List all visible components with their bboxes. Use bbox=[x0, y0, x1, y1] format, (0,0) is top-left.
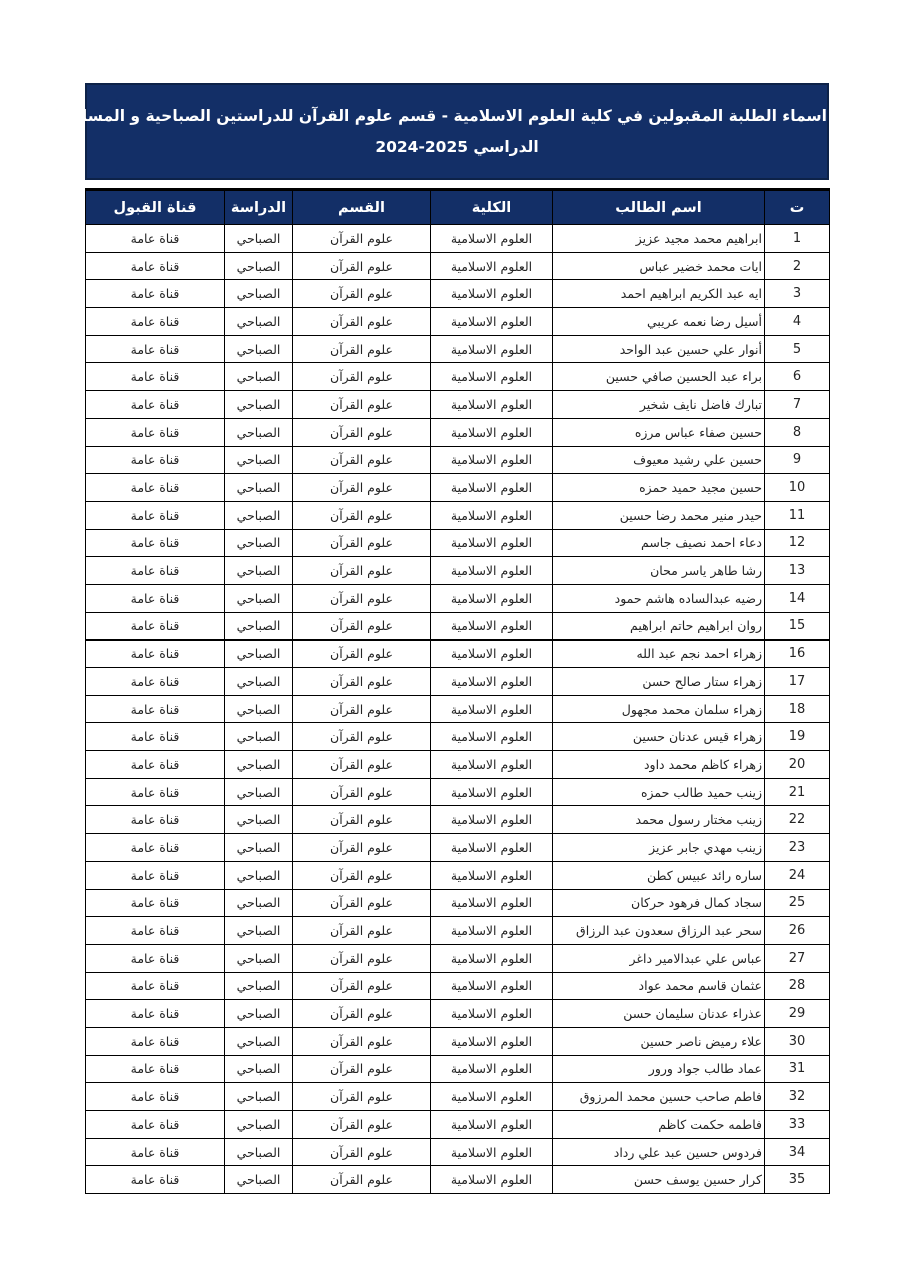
cell-name: سجاد كمال فرهود حركان bbox=[553, 889, 765, 917]
cell-college: العلوم الاسلامية bbox=[431, 557, 553, 585]
column-header-department: القسم bbox=[293, 190, 431, 225]
cell-study: الصباحي bbox=[225, 225, 293, 253]
cell-index: 35 bbox=[765, 1166, 830, 1194]
cell-study: الصباحي bbox=[225, 1027, 293, 1055]
cell-name: كرار حسين يوسف حسن bbox=[553, 1166, 765, 1194]
cell-study: الصباحي bbox=[225, 723, 293, 751]
cell-department: علوم القرآن bbox=[293, 1027, 431, 1055]
cell-index: 34 bbox=[765, 1138, 830, 1166]
table-row bbox=[86, 944, 830, 972]
cell-name: عثمان قاسم محمد عواد bbox=[553, 972, 765, 1000]
table-row bbox=[86, 1083, 830, 1111]
cell-department: علوم القرآن bbox=[293, 695, 431, 723]
students-table bbox=[85, 188, 830, 1194]
cell-study: الصباحي bbox=[225, 695, 293, 723]
cell-department: علوم القرآن bbox=[293, 1138, 431, 1166]
table-row bbox=[86, 584, 830, 612]
cell-channel: قناة عامة bbox=[86, 446, 225, 474]
cell-name: أنوار علي حسين عبد الواحد bbox=[553, 335, 765, 363]
cell-college: العلوم الاسلامية bbox=[431, 1000, 553, 1028]
cell-department: علوم القرآن bbox=[293, 335, 431, 363]
cell-name: ابراهيم محمد مجيد عزيز bbox=[553, 225, 765, 253]
cell-index: 14 bbox=[765, 584, 830, 612]
cell-college: العلوم الاسلامية bbox=[431, 751, 553, 779]
table-row bbox=[86, 778, 830, 806]
cell-name: زهراء كاظم محمد داود bbox=[553, 751, 765, 779]
cell-study: الصباحي bbox=[225, 1138, 293, 1166]
cell-department: علوم القرآن bbox=[293, 252, 431, 280]
cell-index: 33 bbox=[765, 1111, 830, 1139]
cell-study: الصباحي bbox=[225, 280, 293, 308]
cell-name: أسيل رضا نعمه عريبي bbox=[553, 308, 765, 336]
cell-name: ايه عبد الكريم ابراهيم احمد bbox=[553, 280, 765, 308]
cell-department: علوم القرآن bbox=[293, 280, 431, 308]
cell-index: 28 bbox=[765, 972, 830, 1000]
cell-channel: قناة عامة bbox=[86, 889, 225, 917]
table-row bbox=[86, 280, 830, 308]
cell-college: العلوم الاسلامية bbox=[431, 308, 553, 336]
cell-channel: قناة عامة bbox=[86, 917, 225, 945]
cell-study: الصباحي bbox=[225, 861, 293, 889]
table-row bbox=[86, 1111, 830, 1139]
table-row bbox=[86, 861, 830, 889]
cell-name: زهراء قيس عدنان حسين bbox=[553, 723, 765, 751]
cell-name: روان ابراهيم حاتم ابراهيم bbox=[553, 612, 765, 640]
cell-name: حسين مجيد حميد حمزه bbox=[553, 474, 765, 502]
document-title-line2: الدراسي 2025-2024 bbox=[375, 138, 539, 156]
cell-study: الصباحي bbox=[225, 834, 293, 862]
cell-study: الصباحي bbox=[225, 474, 293, 502]
cell-index: 4 bbox=[765, 308, 830, 336]
cell-study: الصباحي bbox=[225, 446, 293, 474]
cell-department: علوم القرآن bbox=[293, 446, 431, 474]
cell-department: علوم القرآن bbox=[293, 1055, 431, 1083]
cell-index: 22 bbox=[765, 806, 830, 834]
cell-channel: قناة عامة bbox=[86, 252, 225, 280]
cell-name: دعاء احمد نصيف جاسم bbox=[553, 529, 765, 557]
cell-name: فاطمه حكمت كاظم bbox=[553, 1111, 765, 1139]
cell-channel: قناة عامة bbox=[86, 1055, 225, 1083]
cell-index: 15 bbox=[765, 612, 830, 640]
table-row bbox=[86, 640, 830, 668]
cell-department: علوم القرآن bbox=[293, 308, 431, 336]
cell-college: العلوم الاسلامية bbox=[431, 391, 553, 419]
cell-college: العلوم الاسلامية bbox=[431, 917, 553, 945]
table-row bbox=[86, 308, 830, 336]
cell-study: الصباحي bbox=[225, 1000, 293, 1028]
cell-index: 8 bbox=[765, 418, 830, 446]
cell-name: عماد طالب جواد ورور bbox=[553, 1055, 765, 1083]
document-title-line1: اسماء الطلبة المقبولين في كلية العلوم الاسلامية - قسم علوم القرآن للدراستين الصباحية و المسائية للعام bbox=[16, 107, 827, 125]
cell-index: 18 bbox=[765, 695, 830, 723]
cell-college: العلوم الاسلامية bbox=[431, 363, 553, 391]
document-title-banner bbox=[16, 83, 829, 180]
cell-index: 17 bbox=[765, 668, 830, 696]
cell-channel: قناة عامة bbox=[86, 557, 225, 585]
table-row bbox=[86, 806, 830, 834]
cell-department: علوم القرآن bbox=[293, 778, 431, 806]
cell-channel: قناة عامة bbox=[86, 1083, 225, 1111]
cell-department: علوم القرآن bbox=[293, 723, 431, 751]
cell-college: العلوم الاسلامية bbox=[431, 944, 553, 972]
cell-index: 32 bbox=[765, 1083, 830, 1111]
table-row bbox=[86, 889, 830, 917]
column-header-college: الكلية bbox=[431, 190, 553, 225]
cell-channel: قناة عامة bbox=[86, 529, 225, 557]
cell-channel: قناة عامة bbox=[86, 1138, 225, 1166]
cell-name: ساره رائد عبيس كطن bbox=[553, 861, 765, 889]
cell-study: الصباحي bbox=[225, 1111, 293, 1139]
cell-college: العلوم الاسلامية bbox=[431, 889, 553, 917]
table-row bbox=[86, 1000, 830, 1028]
cell-college: العلوم الاسلامية bbox=[431, 252, 553, 280]
cell-channel: قناة عامة bbox=[86, 335, 225, 363]
cell-college: العلوم الاسلامية bbox=[431, 778, 553, 806]
cell-study: الصباحي bbox=[225, 612, 293, 640]
cell-department: علوم القرآن bbox=[293, 418, 431, 446]
cell-department: علوم القرآن bbox=[293, 1166, 431, 1194]
cell-department: علوم القرآن bbox=[293, 225, 431, 253]
cell-index: 3 bbox=[765, 280, 830, 308]
cell-college: العلوم الاسلامية bbox=[431, 501, 553, 529]
cell-study: الصباحي bbox=[225, 584, 293, 612]
table-row bbox=[86, 751, 830, 779]
cell-college: العلوم الاسلامية bbox=[431, 861, 553, 889]
cell-name: زهراء ستار صالح حسن bbox=[553, 668, 765, 696]
table-row bbox=[86, 529, 830, 557]
cell-college: العلوم الاسلامية bbox=[431, 612, 553, 640]
cell-channel: قناة عامة bbox=[86, 695, 225, 723]
cell-department: علوم القرآن bbox=[293, 529, 431, 557]
cell-name: علاء رميض ناصر حسين bbox=[553, 1027, 765, 1055]
cell-channel: قناة عامة bbox=[86, 612, 225, 640]
cell-channel: قناة عامة bbox=[86, 1000, 225, 1028]
cell-study: الصباحي bbox=[225, 917, 293, 945]
cell-college: العلوم الاسلامية bbox=[431, 834, 553, 862]
cell-name: تبارك فاضل نايف شخير bbox=[553, 391, 765, 419]
cell-department: علوم القرآن bbox=[293, 1111, 431, 1139]
cell-channel: قناة عامة bbox=[86, 418, 225, 446]
cell-department: علوم القرآن bbox=[293, 1083, 431, 1111]
cell-college: العلوم الاسلامية bbox=[431, 695, 553, 723]
cell-college: العلوم الاسلامية bbox=[431, 584, 553, 612]
cell-name: زهراء احمد نجم عبد الله bbox=[553, 640, 765, 668]
cell-name: عذراء عدنان سليمان حسن bbox=[553, 1000, 765, 1028]
cell-index: 31 bbox=[765, 1055, 830, 1083]
cell-name: عباس علي عبدالامير داغر bbox=[553, 944, 765, 972]
cell-channel: قناة عامة bbox=[86, 363, 225, 391]
table-row bbox=[86, 225, 830, 253]
cell-department: علوم القرآن bbox=[293, 584, 431, 612]
cell-channel: قناة عامة bbox=[86, 1027, 225, 1055]
cell-index: 2 bbox=[765, 252, 830, 280]
cell-college: العلوم الاسلامية bbox=[431, 806, 553, 834]
cell-name: ايات محمد خضير عباس bbox=[553, 252, 765, 280]
cell-college: العلوم الاسلامية bbox=[431, 474, 553, 502]
cell-index: 23 bbox=[765, 834, 830, 862]
cell-channel: قناة عامة bbox=[86, 474, 225, 502]
cell-name: زينب مختار رسول محمد bbox=[553, 806, 765, 834]
cell-department: علوم القرآن bbox=[293, 640, 431, 668]
cell-index: 11 bbox=[765, 501, 830, 529]
cell-index: 29 bbox=[765, 1000, 830, 1028]
cell-name: رضيه عبدالساده هاشم حمود bbox=[553, 584, 765, 612]
table-row bbox=[86, 834, 830, 862]
cell-department: علوم القرآن bbox=[293, 751, 431, 779]
cell-index: 30 bbox=[765, 1027, 830, 1055]
cell-college: العلوم الاسلامية bbox=[431, 723, 553, 751]
table-row bbox=[86, 1166, 830, 1194]
cell-channel: قناة عامة bbox=[86, 280, 225, 308]
cell-name: زهراء سلمان محمد مجهول bbox=[553, 695, 765, 723]
cell-index: 12 bbox=[765, 529, 830, 557]
cell-index: 25 bbox=[765, 889, 830, 917]
cell-index: 16 bbox=[765, 640, 830, 668]
table-row bbox=[86, 363, 830, 391]
cell-channel: قناة عامة bbox=[86, 944, 225, 972]
cell-college: العلوم الاسلامية bbox=[431, 225, 553, 253]
cell-college: العلوم الاسلامية bbox=[431, 1055, 553, 1083]
cell-department: علوم القرآن bbox=[293, 612, 431, 640]
cell-channel: قناة عامة bbox=[86, 861, 225, 889]
cell-channel: قناة عامة bbox=[86, 972, 225, 1000]
table-row bbox=[86, 501, 830, 529]
table-row bbox=[86, 1055, 830, 1083]
cell-name: فاطم صاحب حسين محمد المرزوق bbox=[553, 1083, 765, 1111]
cell-channel: قناة عامة bbox=[86, 584, 225, 612]
cell-index: 27 bbox=[765, 944, 830, 972]
header-row bbox=[86, 190, 830, 225]
cell-study: الصباحي bbox=[225, 668, 293, 696]
cell-index: 7 bbox=[765, 391, 830, 419]
cell-channel: قناة عامة bbox=[86, 640, 225, 668]
cell-name: حسين علي رشيد معيوف bbox=[553, 446, 765, 474]
students-table-container bbox=[85, 188, 829, 1194]
cell-college: العلوم الاسلامية bbox=[431, 1027, 553, 1055]
cell-college: العلوم الاسلامية bbox=[431, 1111, 553, 1139]
cell-study: الصباحي bbox=[225, 972, 293, 1000]
cell-study: الصباحي bbox=[225, 308, 293, 336]
cell-department: علوم القرآن bbox=[293, 363, 431, 391]
cell-college: العلوم الاسلامية bbox=[431, 335, 553, 363]
table-row bbox=[86, 612, 830, 640]
cell-index: 5 bbox=[765, 335, 830, 363]
table-row bbox=[86, 972, 830, 1000]
cell-study: الصباحي bbox=[225, 806, 293, 834]
cell-study: الصباحي bbox=[225, 778, 293, 806]
cell-study: الصباحي bbox=[225, 529, 293, 557]
cell-index: 10 bbox=[765, 474, 830, 502]
cell-channel: قناة عامة bbox=[86, 751, 225, 779]
cell-index: 21 bbox=[765, 778, 830, 806]
cell-department: علوم القرآن bbox=[293, 1000, 431, 1028]
cell-index: 24 bbox=[765, 861, 830, 889]
cell-name: رشا طاهر ياسر محان bbox=[553, 557, 765, 585]
cell-channel: قناة عامة bbox=[86, 501, 225, 529]
table-row bbox=[86, 391, 830, 419]
cell-college: العلوم الاسلامية bbox=[431, 972, 553, 1000]
table-row bbox=[86, 917, 830, 945]
students-table-body bbox=[86, 225, 830, 1194]
cell-channel: قناة عامة bbox=[86, 308, 225, 336]
table-row bbox=[86, 474, 830, 502]
cell-department: علوم القرآن bbox=[293, 391, 431, 419]
cell-department: علوم القرآن bbox=[293, 501, 431, 529]
cell-name: حيدر منير محمد رضا حسين bbox=[553, 501, 765, 529]
cell-index: 26 bbox=[765, 917, 830, 945]
cell-college: العلوم الاسلامية bbox=[431, 1083, 553, 1111]
cell-study: الصباحي bbox=[225, 944, 293, 972]
cell-channel: قناة عامة bbox=[86, 668, 225, 696]
cell-department: علوم القرآن bbox=[293, 474, 431, 502]
cell-department: علوم القرآن bbox=[293, 668, 431, 696]
table-row bbox=[86, 668, 830, 696]
cell-department: علوم القرآن bbox=[293, 972, 431, 1000]
cell-college: العلوم الاسلامية bbox=[431, 418, 553, 446]
cell-index: 1 bbox=[765, 225, 830, 253]
cell-index: 20 bbox=[765, 751, 830, 779]
cell-channel: قناة عامة bbox=[86, 834, 225, 862]
cell-department: علوم القرآن bbox=[293, 834, 431, 862]
cell-study: الصباحي bbox=[225, 418, 293, 446]
cell-study: الصباحي bbox=[225, 252, 293, 280]
cell-channel: قناة عامة bbox=[86, 806, 225, 834]
table-row bbox=[86, 557, 830, 585]
table-row bbox=[86, 695, 830, 723]
cell-study: الصباحي bbox=[225, 1166, 293, 1194]
cell-study: الصباحي bbox=[225, 1083, 293, 1111]
cell-study: الصباحي bbox=[225, 391, 293, 419]
cell-channel: قناة عامة bbox=[86, 723, 225, 751]
cell-college: العلوم الاسلامية bbox=[431, 280, 553, 308]
cell-study: الصباحي bbox=[225, 501, 293, 529]
cell-department: علوم القرآن bbox=[293, 861, 431, 889]
cell-channel: قناة عامة bbox=[86, 225, 225, 253]
cell-index: 19 bbox=[765, 723, 830, 751]
table-row bbox=[86, 335, 830, 363]
table-row bbox=[86, 723, 830, 751]
cell-study: الصباحي bbox=[225, 363, 293, 391]
cell-index: 6 bbox=[765, 363, 830, 391]
cell-study: الصباحي bbox=[225, 640, 293, 668]
column-header-study: الدراسة bbox=[225, 190, 293, 225]
column-header-name: اسم الطالب bbox=[553, 190, 765, 225]
cell-department: علوم القرآن bbox=[293, 557, 431, 585]
table-row bbox=[86, 252, 830, 280]
cell-department: علوم القرآن bbox=[293, 889, 431, 917]
cell-study: الصباحي bbox=[225, 557, 293, 585]
cell-study: الصباحي bbox=[225, 335, 293, 363]
table-row bbox=[86, 446, 830, 474]
cell-index: 9 bbox=[765, 446, 830, 474]
cell-channel: قناة عامة bbox=[86, 1111, 225, 1139]
cell-study: الصباحي bbox=[225, 889, 293, 917]
cell-department: علوم القرآن bbox=[293, 944, 431, 972]
cell-channel: قناة عامة bbox=[86, 778, 225, 806]
students-table-header bbox=[86, 190, 830, 225]
cell-study: الصباحي bbox=[225, 1055, 293, 1083]
cell-name: فردوس حسين عبد علي رداد bbox=[553, 1138, 765, 1166]
cell-college: العلوم الاسلامية bbox=[431, 1166, 553, 1194]
cell-college: العلوم الاسلامية bbox=[431, 1138, 553, 1166]
cell-college: العلوم الاسلامية bbox=[431, 529, 553, 557]
cell-college: العلوم الاسلامية bbox=[431, 640, 553, 668]
column-header-index: ت bbox=[765, 190, 830, 225]
cell-name: زينب حميد طالب حمزه bbox=[553, 778, 765, 806]
table-row bbox=[86, 1138, 830, 1166]
table-row bbox=[86, 1027, 830, 1055]
cell-study: الصباحي bbox=[225, 751, 293, 779]
cell-department: علوم القرآن bbox=[293, 917, 431, 945]
cell-name: حسين صفاء عباس مرزه bbox=[553, 418, 765, 446]
cell-index: 13 bbox=[765, 557, 830, 585]
cell-channel: قناة عامة bbox=[86, 1166, 225, 1194]
cell-channel: قناة عامة bbox=[86, 391, 225, 419]
cell-name: سحر عبد الرزاق سعدون عبد الرزاق bbox=[553, 917, 765, 945]
column-header-channel: قناة القبول bbox=[86, 190, 225, 225]
cell-college: العلوم الاسلامية bbox=[431, 668, 553, 696]
cell-college: العلوم الاسلامية bbox=[431, 446, 553, 474]
cell-department: علوم القرآن bbox=[293, 806, 431, 834]
cell-name: زينب مهدي جابر عزيز bbox=[553, 834, 765, 862]
table-row bbox=[86, 418, 830, 446]
cell-name: براء عبد الحسين صافي حسين bbox=[553, 363, 765, 391]
